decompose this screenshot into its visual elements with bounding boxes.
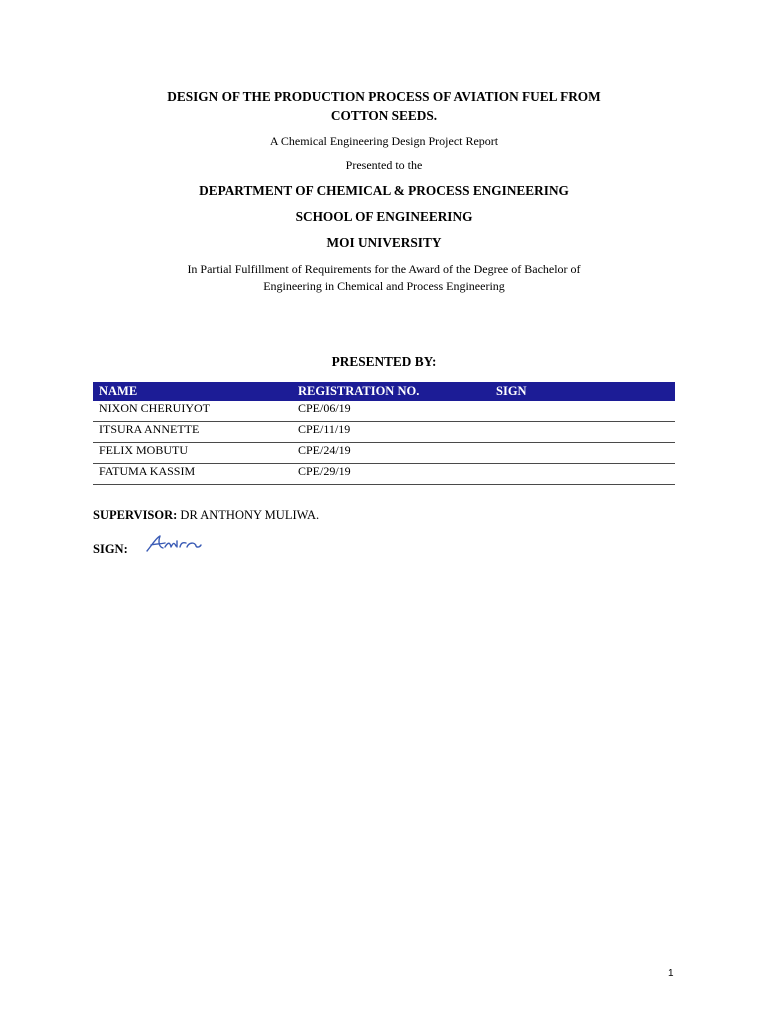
table-header-row xyxy=(93,382,675,401)
fulfillment-line2: Engineering in Chemical and Process Engineering xyxy=(263,279,505,293)
table-row xyxy=(93,422,675,443)
page-number: 1 xyxy=(668,968,674,979)
supervisor-label: SUPERVISOR: xyxy=(93,508,178,522)
report-title xyxy=(0,87,768,125)
header-registration: REGISTRATION NO. xyxy=(292,382,490,401)
handwritten-signature xyxy=(143,533,203,555)
member-name: FATUMA KASSIM xyxy=(93,464,292,485)
report-subtitle: A Chemical Engineering Design Project Report xyxy=(269,134,499,148)
supervisor-line xyxy=(93,507,319,524)
member-registration: CPE/11/19 xyxy=(292,422,490,443)
table-row xyxy=(93,443,675,464)
member-sign xyxy=(490,443,675,464)
fulfillment-line1: In Partial Fulfillment of Requirements for the Award of the Degree of Bachelor of xyxy=(187,262,581,276)
presented-to-text: Presented to the xyxy=(345,158,423,172)
member-sign xyxy=(490,401,675,422)
report-title-line1: DESIGN OF THE PRODUCTION PROCESS OF AVIATION FUEL FROM xyxy=(167,89,601,104)
table-row xyxy=(93,464,675,485)
member-registration: CPE/29/19 xyxy=(292,464,490,485)
header-name: NAME xyxy=(93,382,292,401)
fulfillment-statement xyxy=(0,261,768,295)
member-sign xyxy=(490,422,675,443)
member-name: FELIX MOBUTU xyxy=(93,443,292,464)
table-row xyxy=(93,401,675,422)
sign-label: SIGN: xyxy=(93,542,128,556)
member-name: NIXON CHERUIYOT xyxy=(93,401,292,422)
department-name: DEPARTMENT OF CHEMICAL & PROCESS ENGINEERING xyxy=(199,183,569,198)
member-name: ITSURA ANNETTE xyxy=(93,422,292,443)
member-registration: CPE/24/19 xyxy=(292,443,490,464)
school-name: SCHOOL OF ENGINEERING xyxy=(295,209,473,224)
report-title-line2: COTTON SEEDS. xyxy=(330,108,438,123)
supervisor-name: DR ANTHONY MULIWA. xyxy=(177,508,320,522)
members-table xyxy=(93,382,675,485)
presented-by-heading: PRESENTED BY: xyxy=(331,354,437,369)
university-name: MOI UNIVERSITY xyxy=(326,235,442,250)
member-registration: CPE/06/19 xyxy=(292,401,490,422)
header-sign: SIGN xyxy=(490,382,675,401)
member-sign xyxy=(490,464,675,485)
